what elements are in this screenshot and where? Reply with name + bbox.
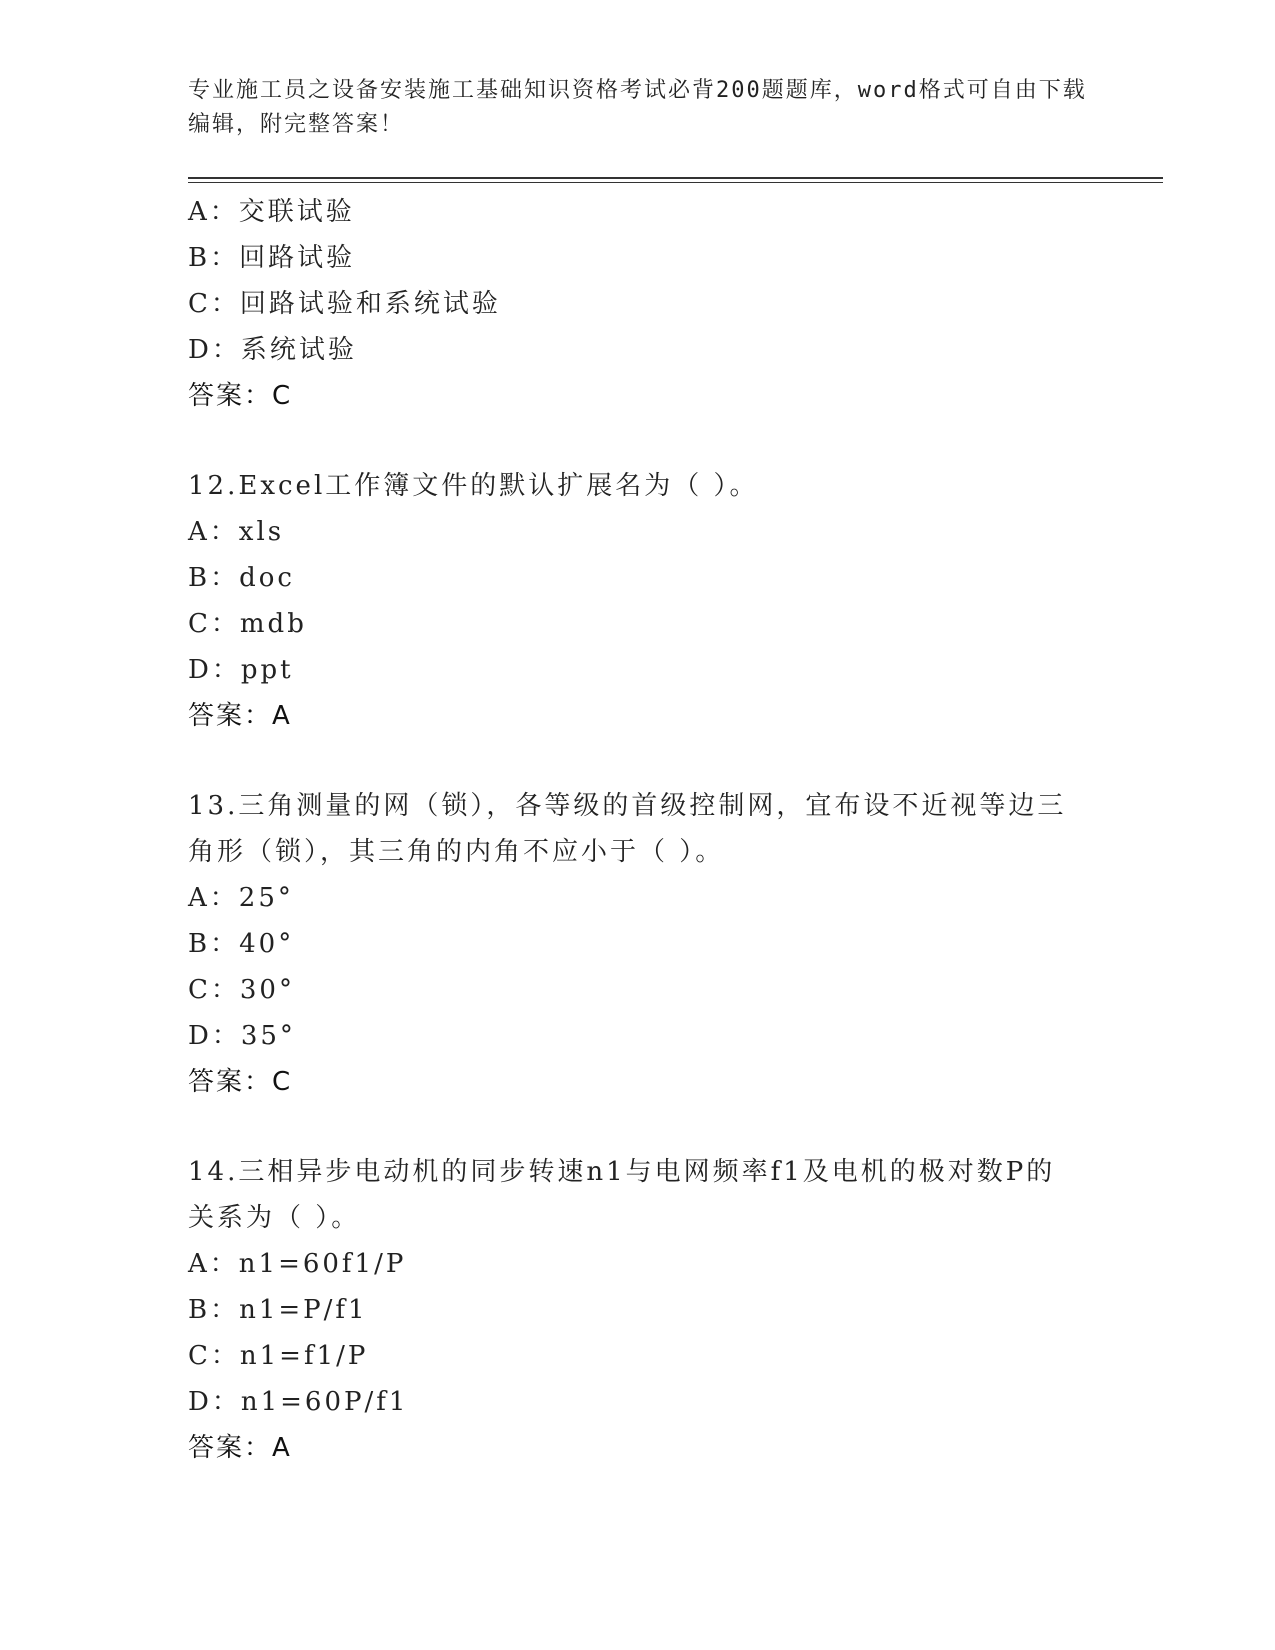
question-11-partial — [188, 189, 1088, 419]
option-a: A：交联试验 — [188, 197, 355, 227]
option-a: A：25° — [188, 883, 294, 913]
option-b: B：回路试验 — [188, 243, 356, 273]
option-c: C：30° — [188, 975, 295, 1005]
option-d: D：系统试验 — [188, 335, 357, 365]
answer: 答案：C — [188, 1067, 293, 1097]
question-list — [188, 189, 1088, 1471]
option-c: C：mdb — [188, 609, 307, 639]
question-stem: 14.三相异步电动机的同步转速n1与电网频率f1及电机的极对数P的关系为（ ）。 — [188, 1157, 1056, 1233]
question-stem: 12.Excel工作簿文件的默认扩展名为（ ）。 — [188, 471, 759, 501]
question-14 — [188, 1149, 1088, 1471]
answer: 答案：C — [188, 381, 293, 411]
option-d: D：ppt — [188, 655, 294, 685]
header-divider-thick — [188, 177, 1163, 179]
option-a: A：xls — [188, 517, 285, 547]
option-b: B：40° — [188, 929, 295, 959]
header-title: 专业施工员之设备安装施工基础知识资格考试必背200题题库，word格式可自由下载编辑，附完整答案！ — [188, 78, 1087, 137]
question-13 — [188, 783, 1088, 1105]
option-c: C：n1=f1/P — [188, 1341, 369, 1371]
option-b: B：n1=P/f1 — [188, 1295, 368, 1325]
option-d: D：n1=60P/f1 — [188, 1387, 409, 1417]
option-c: C：回路试验和系统试验 — [188, 289, 501, 319]
option-b: B：doc — [188, 563, 295, 593]
question-12 — [188, 463, 1088, 739]
question-stem: 13.三角测量的网（锁），各等级的首级控制网，宜布设不近视等边三角形（锁），其三角的内角不应小于（ ）。 — [188, 791, 1067, 867]
spacer — [188, 739, 1088, 783]
document-header — [188, 74, 1088, 142]
header-divider-thin — [188, 182, 1163, 183]
answer: 答案：A — [188, 701, 292, 731]
spacer — [188, 419, 1088, 463]
option-d: D：35° — [188, 1021, 296, 1051]
answer: 答案：A — [188, 1433, 292, 1463]
option-a: A：n1=60f1/P — [188, 1249, 407, 1279]
spacer — [188, 1105, 1088, 1149]
